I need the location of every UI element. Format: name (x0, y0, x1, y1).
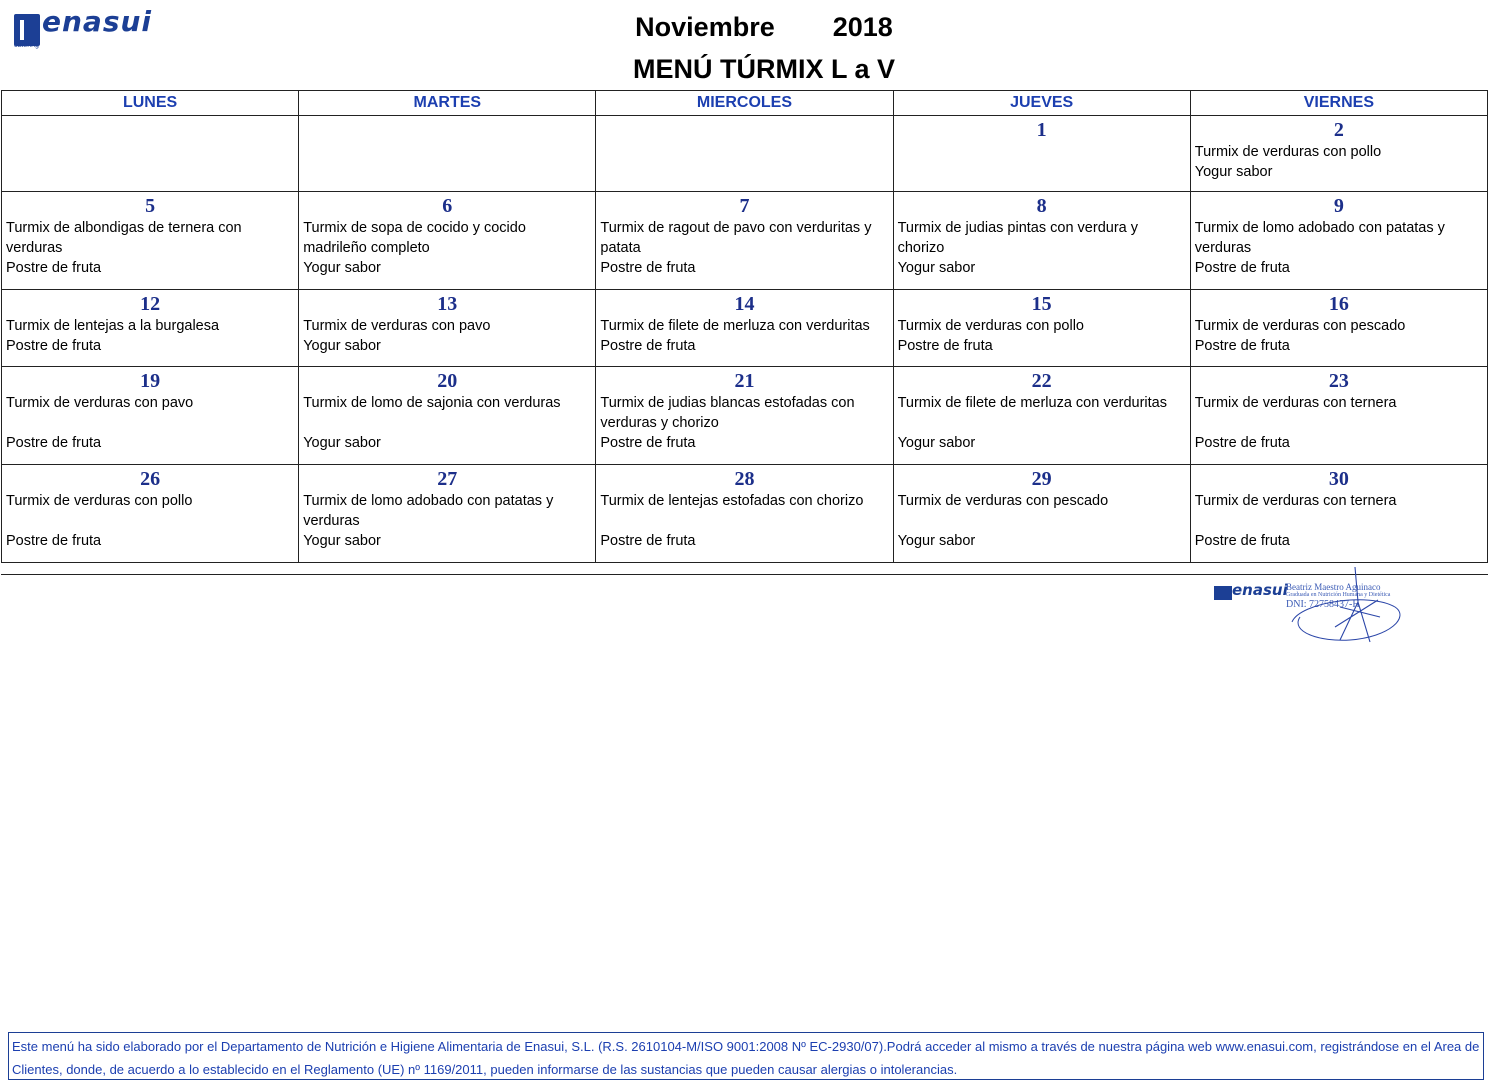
day-number: 28 (734, 468, 755, 490)
day-cell (299, 290, 596, 367)
day-cell (2, 367, 299, 465)
day-number: 21 (734, 370, 755, 392)
menu-title: MENÚ TÚRMIX L a V (632, 54, 896, 84)
menu-item: Postre de fruta (1194, 533, 1290, 549)
day-cell (2, 192, 299, 290)
menu-item: Turmix de verduras con pescado (1194, 318, 1406, 334)
day-cell (2, 116, 299, 192)
day-number: 5 (145, 195, 156, 217)
weekday-header: MARTES (299, 91, 596, 116)
menu-item: Postre de fruta (600, 435, 696, 451)
day-number: 19 (140, 370, 161, 392)
enasui-logo (12, 4, 153, 49)
day-cell (299, 465, 596, 563)
menu-item: Postre de fruta (600, 533, 696, 549)
day-number: 20 (437, 370, 458, 392)
day-number: 16 (1328, 293, 1349, 315)
week-row (2, 465, 1488, 563)
day-cell (1190, 367, 1487, 465)
signature-stamp (1210, 562, 1430, 648)
weekday-header: LUNES (2, 91, 299, 116)
day-cell (596, 192, 893, 290)
weekday-header: MIERCOLES (596, 91, 893, 116)
spacer (303, 413, 591, 433)
day-number: 27 (437, 468, 458, 490)
menu-item: Postre de fruta (897, 338, 993, 354)
menu-item: Turmix de verduras con pollo (897, 318, 1084, 334)
menu-item: Turmix de judias blancas estofadas con verduras y chorizo (600, 395, 855, 431)
stamp-dni: DNI: 72758437-H (1286, 599, 1360, 610)
menu-item: Turmix de verduras con pollo (6, 493, 193, 509)
spacer (898, 413, 1186, 433)
day-number: 30 (1328, 468, 1349, 490)
spacer (1195, 413, 1483, 433)
day-number: 13 (437, 293, 458, 315)
menu-item: Turmix de lentejas estofadas con chorizo (600, 493, 864, 509)
day-cell (1190, 465, 1487, 563)
day-cell (596, 367, 893, 465)
day-number: 29 (1031, 468, 1052, 490)
day-cell (299, 116, 596, 192)
menu-item: Yogur sabor (303, 435, 381, 451)
day-number: 1 (1036, 119, 1047, 141)
spacer (6, 413, 294, 433)
day-number: 26 (140, 468, 161, 490)
calendar-body (2, 116, 1488, 563)
day-number: 23 (1328, 370, 1349, 392)
menu-item: Turmix de verduras con pollo (1194, 144, 1382, 160)
day-cell (893, 367, 1190, 465)
day-cell (893, 465, 1190, 563)
menu-item: Yogur sabor (897, 260, 976, 276)
spacer (600, 511, 888, 531)
menu-item: Turmix de ragout de pavo con verduritas y patata (600, 220, 872, 256)
stamp-name: Beatriz Maestro Aguinaco (1286, 582, 1381, 592)
menu-item: Turmix de verduras con ternera (1194, 395, 1397, 411)
day-cell (893, 192, 1190, 290)
day-cell (299, 367, 596, 465)
handwritten-signature-icon (1280, 562, 1420, 648)
menu-item: Yogur sabor (897, 533, 976, 549)
day-cell (1190, 116, 1487, 192)
stamp-brand: enasui (1232, 581, 1288, 599)
weekday-header: VIERNES (1190, 91, 1487, 116)
day-cell (596, 290, 893, 367)
week-row (2, 367, 1488, 465)
menu-item: Turmix de lentejas a la burgalesa (6, 318, 220, 334)
menu-item: Turmix de lomo adobado con patatas y verduras (1194, 220, 1445, 256)
day-cell (893, 290, 1190, 367)
day-cell (893, 116, 1190, 192)
menu-item: Postre de fruta (600, 260, 696, 276)
menu-item: Turmix de verduras con pescado (897, 493, 1109, 509)
menu-item: Turmix de sopa de cocido y cocido madrileño completo (303, 220, 526, 256)
day-number: 15 (1031, 293, 1052, 315)
day-number: 14 (734, 293, 755, 315)
menu-item: Turmix de verduras con ternera (1194, 493, 1397, 509)
menu-item: Yogur sabor (303, 533, 381, 549)
month: Noviembre (635, 12, 775, 42)
day-number: 22 (1031, 370, 1052, 392)
day-number: 12 (140, 293, 161, 315)
day-number: 8 (1036, 195, 1047, 217)
menu-item: Postre de fruta (1194, 435, 1290, 451)
menu-item: Postre de fruta (6, 338, 102, 354)
day-cell (596, 116, 893, 192)
stamp-logo-icon (1214, 586, 1232, 600)
month-year-title (560, 12, 968, 43)
menu-item: Postre de fruta (6, 533, 102, 549)
menu-item: Turmix de albondigas de ternera con verduras (6, 220, 242, 256)
weekday-header-row (2, 91, 1488, 116)
menu-item: Postre de fruta (6, 435, 102, 451)
day-cell (596, 465, 893, 563)
spacer (898, 511, 1186, 531)
day-number: 2 (1333, 119, 1344, 141)
menu-item: Turmix de judias pintas con verdura y chorizo (897, 220, 1138, 256)
weekday-header: JUEVES (893, 91, 1190, 116)
menu-item: Postre de fruta (1194, 260, 1290, 276)
day-cell (2, 465, 299, 563)
week-row (2, 116, 1488, 192)
day-cell (1190, 290, 1487, 367)
menu-item: Postre de fruta (600, 338, 696, 354)
menu-item: Turmix de filete de merluza con verduritas (600, 318, 870, 334)
year: 2018 (832, 12, 893, 42)
logo-tagline: catering (14, 42, 39, 49)
logo-brand: enasui (42, 5, 153, 38)
menu-calendar (1, 90, 1488, 563)
day-number: 7 (739, 195, 750, 217)
menu-item: Turmix de filete de merluza con verduritas (897, 395, 1167, 411)
menu-item: Yogur sabor (1194, 164, 1273, 180)
day-cell (299, 192, 596, 290)
menu-item: Turmix de verduras con pavo (303, 318, 491, 334)
menu-item: Yogur sabor (303, 260, 381, 276)
menu-item: Postre de fruta (1194, 338, 1290, 354)
day-cell (2, 290, 299, 367)
legal-footer: Este menú ha sido elaborado por el Departamento de Nutrición e Higiene Alimentaria de Enasui, S.L. (R.S. 2610104-M/ISO 9001:2008 Nº EC-2930/07).Podrá acceder al mismo a través de nuestra página web www.enasui.com, registrándose en el Area de Clientes, donde, de acuerdo a lo establecido en el Reglamento (UE) nº 1169/2011, pueden informarse de las sustancias que pueden causar alergias o intolerancias. (8, 1032, 1484, 1080)
stamp-role: Graduada en Nutrición Humana y Dietética (1286, 592, 1391, 598)
day-cell (1190, 192, 1487, 290)
menu-item: Yogur sabor (897, 435, 976, 451)
menu-item: Postre de fruta (6, 260, 102, 276)
spacer (1195, 511, 1483, 531)
day-number: 6 (442, 195, 453, 217)
menu-item: Turmix de lomo adobado con patatas y verduras (303, 493, 554, 529)
week-row (2, 290, 1488, 367)
day-number: 9 (1333, 195, 1344, 217)
menu-item: Turmix de lomo de sajonia con verduras (303, 395, 561, 411)
week-row (2, 192, 1488, 290)
menu-item: Turmix de verduras con pavo (6, 395, 194, 411)
menu-item: Yogur sabor (303, 338, 381, 354)
spacer (6, 511, 294, 531)
